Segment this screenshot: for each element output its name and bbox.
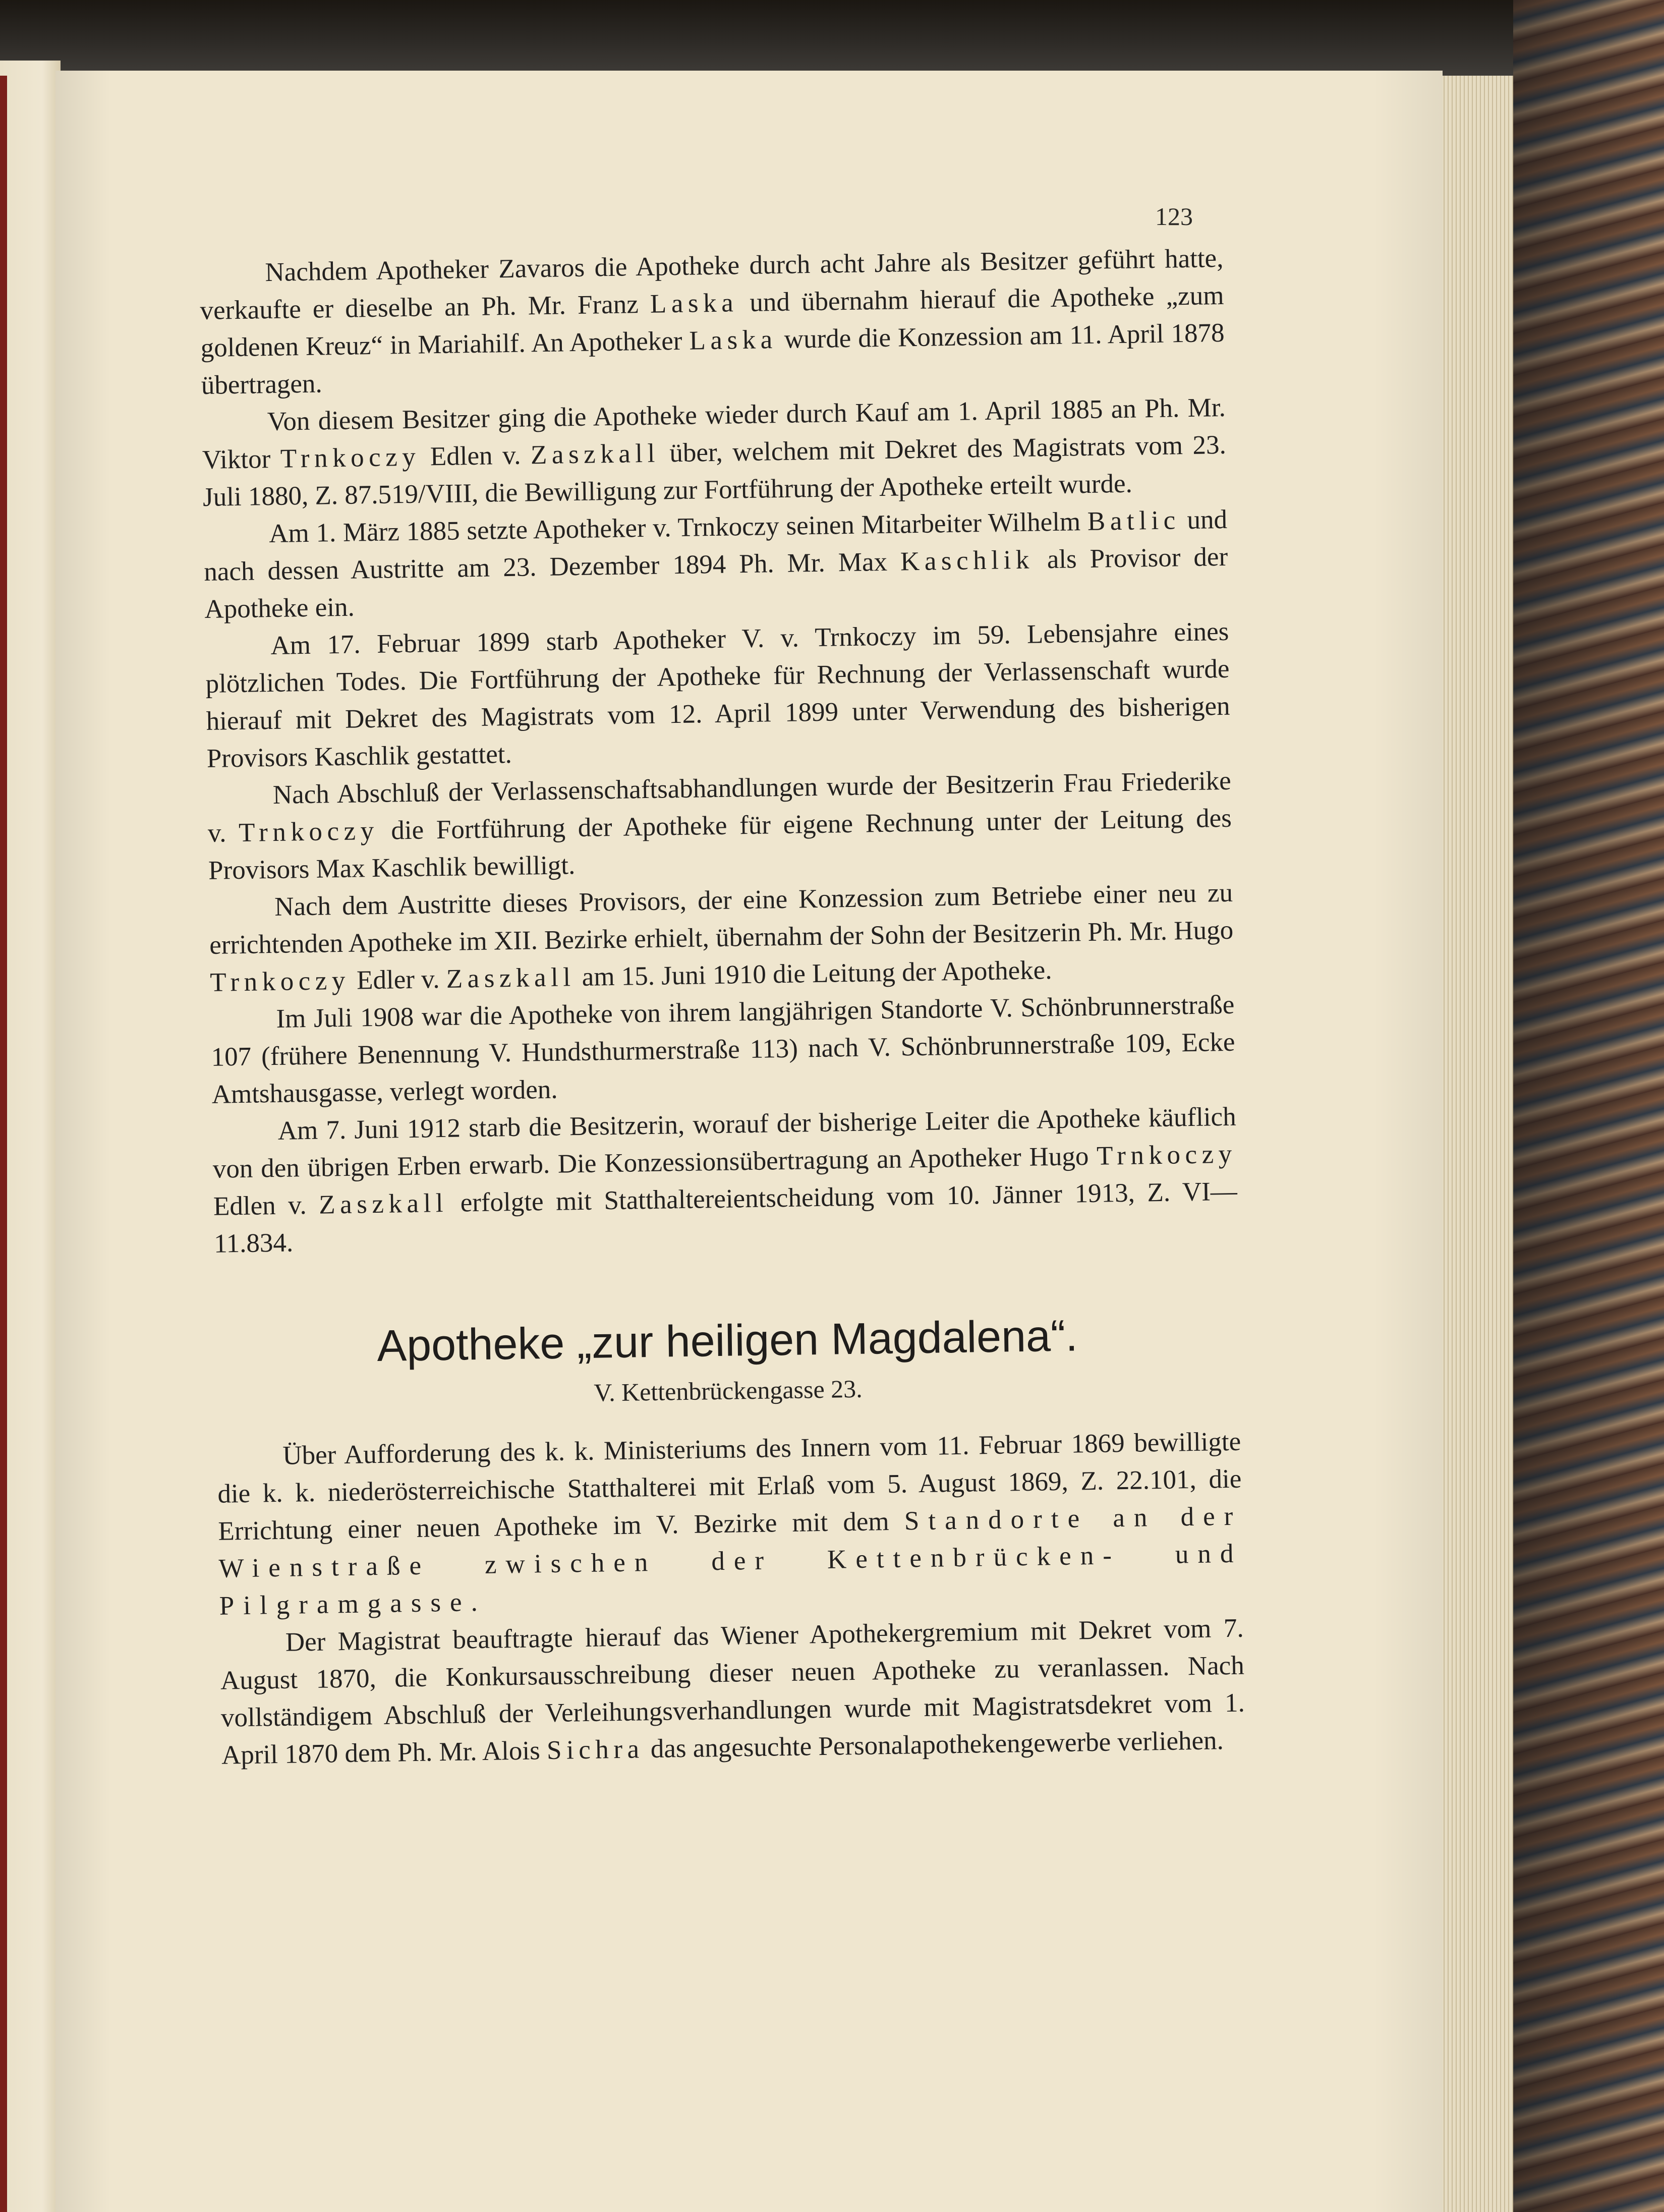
paragraph [203,501,1229,628]
section-magdalena [217,1423,1246,1774]
paragraph [210,986,1236,1113]
paragraph [217,1423,1243,1625]
text-run: Edler v. [350,964,447,995]
page-number: 123 [1155,202,1193,231]
text-run: die Fortführung der Apotheke für eigene Rechnung unter der Leitung des Provisors Max Kaschlik bewilligt. [208,803,1232,885]
spaced-name: Zaszkall [446,962,576,994]
text-run: Edlen v. [420,440,531,472]
text-run: erfolgte mit Statthaltereientscheidung vom 10. Jänner 1913, Z. VI—11.834. [213,1176,1238,1259]
paragraph [212,1098,1238,1263]
paragraph [209,874,1234,1001]
binding-shadow [1513,0,1664,2212]
text-run: Am 1. März 1885 setzte Apotheker v. Trnkoczy seinen Mitarbeiter Wilhelm [268,506,1088,549]
spaced-name: Sichra [546,1734,645,1766]
spaced-name: Trnkoczy [1096,1139,1237,1171]
text-run: Nachdem Apotheker Zavaros die Apotheke durch acht Jahre als Besitzer geführt hatte, verkaufte er dieselbe an Ph. Mr. Franz [200,243,1224,325]
text-run: das angesuchte Personalapothekengewerbe verliehen. [644,1726,1224,1764]
text-run: über, welchem mit Dekret des Magistrats vom 23. Juli 1880, Z. 87.519/VIII, die Bewilligung zur Fortführung der Apotheke erteilt wurde. [202,430,1227,512]
paragraph [201,389,1227,516]
text-run: als Provisor der Apotheke ein. [204,542,1228,624]
text-run: Im Juli 1908 war die Apotheke von ihrem langjährigen Standorte V. Schönbrunnerstraße 107 (frühere Benennung V. Hundsthurmerstraße 113) nach V. Schönbrunnerstraße 109, Ecke Amtshausgasse, verlegt worden. [211,990,1235,1109]
spaced-name: Laska [650,288,738,319]
spaced-name: Laska [689,325,778,356]
paragraph [207,762,1232,889]
section-address: V. Kettenbrückengasse 23. [593,1374,863,1407]
book-top-edge [0,0,1664,76]
page-body [199,240,1247,1869]
text-run: Edlen v. [213,1190,319,1221]
text-run: und nach dessen Austritte am 23. Dezember 1894 Ph. Mr. Max [203,504,1228,587]
paragraph [219,1610,1245,1774]
page-block-edges [1432,76,1513,2212]
spaced-name: Trnkoczy [238,816,379,847]
text-run: Von diesem Besitzer ging die Apotheke wieder durch Kauf am 1. April 1885 an Ph. Mr. Viktor [202,392,1226,475]
text-run: Am 17. Februar 1899 starb Apotheker V. v. Trnkoczy im 59. Lebensjahre eines plötzlichen Todes. Die Fortführung der Apotheke für Rechnung der Verlassenschaft wurde hierauf mit Dekret des Magistrats vom 12. April 1899 unter Verwendung des bisherigen Provisors Kaschlik gestattet. [205,616,1230,773]
text-run: Nach Abschluß der Verlassenschaftsabhandlungen wurde der Besitzerin Frau Friederike v. [207,766,1232,848]
spaced-name: Trnkoczy [280,442,421,474]
spaced-name: Zaszkall [530,438,660,470]
section-trnkoczy-history [199,240,1238,1263]
previous-page-edge [0,61,61,2212]
spaced-location: Standorte an der Wienstraße zwischen der Kettenbrücken- und Pilgramgasse. [218,1501,1243,1621]
paragraph [205,613,1231,777]
text-run: und übernahm hierauf die Apotheke „zum goldenen Kreuz“ in Mariahilf. An Apotheker [200,280,1224,363]
text-run: Nach dem Austritte dieses Provisors, der eine Konzession zum Betriebe einer neu zu errichtenden Apotheke im XII. Bezirke erhielt, übernahm der Sohn der Besitzerin Ph. Mr. Hugo [209,878,1234,960]
spaced-name: Batlic [1087,505,1181,536]
section-heading: Apotheke „zur heiligen Magdalena“. [376,1310,1078,1371]
text-run: am 15. Juni 1910 die Leitung der Apotheke. [575,955,1052,992]
text-run: Der Magistrat beauftragte hierauf das Wiener Apothekergremium mit Dekret vom 7. August 1870, die Konkursausschreibung dieser neuen Apotheke zu veranlassen. Nach vollständigem Abschluß der Verleihungsverhandlungen wurde mit Magistratsdekret vom 1. April 1870 dem Ph. Mr. Alois [220,1613,1245,1770]
bookmark-ribbon [0,76,7,2212]
text-run: wurde die Konzession am 11. April 1878 übertragen. [201,318,1225,400]
text-run: Am 7. Juni 1912 starb die Besitzerin, worauf der bisherige Leiter die Apotheke käuflich von den übrigen Erben erwarb. Die Konzessionsübertragung an Apotheker Hugo [212,1102,1237,1184]
spaced-name: Zaszkall [318,1188,448,1220]
spaced-name: Trnkoczy [209,966,351,997]
text-run: Über Aufforderung des k. k. Ministeriums des Innern vom 11. Februar 1869 bewilligte die k. k. niederösterreichische Statthalterei mit Erlaß vom 5. August 1869, Z. 22.101, die Errichtung einer neuen Apotheke im V. Bezirke mit dem [217,1427,1242,1546]
paragraph [199,240,1225,404]
spaced-name: Kaschlik [900,545,1035,577]
